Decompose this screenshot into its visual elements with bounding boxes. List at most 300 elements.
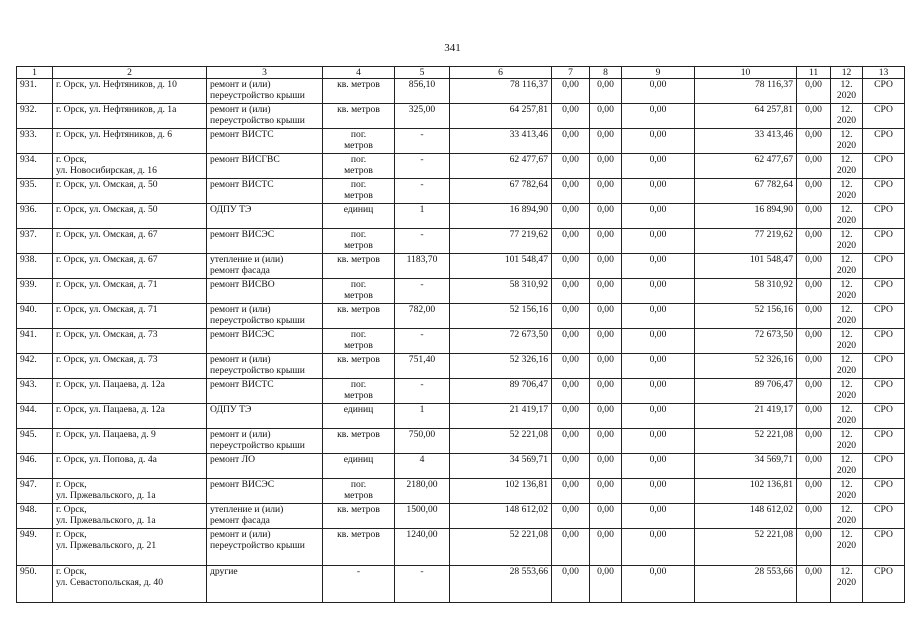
unit-cell <box>323 566 395 603</box>
month-cell-line: 2020 <box>836 265 857 276</box>
volume-cell: 750,00 <box>395 429 450 454</box>
col7-cell: 0,00 <box>552 479 590 504</box>
unit-cell <box>323 354 395 379</box>
month-cell-line: 2020 <box>836 440 857 451</box>
unit-cell-line: метров <box>344 490 373 501</box>
unit-cell-line: кв. метров <box>337 504 380 515</box>
month-cell-line: 12. <box>840 379 853 390</box>
unit-cell <box>323 104 395 129</box>
table-row <box>17 104 905 129</box>
col9-cell: 0,00 <box>622 229 695 254</box>
col11-cell: 0,00 <box>797 229 831 254</box>
month-cell-line: 2020 <box>836 490 857 501</box>
row-number: 948. <box>17 504 53 529</box>
col8-cell: 0,00 <box>590 79 622 104</box>
month-cell <box>831 454 863 479</box>
address-cell-line: г. Орск, <box>56 504 87 515</box>
address-cell-line: г. Орск, ул. Омская, д. 73 <box>56 354 158 365</box>
row-number: 943. <box>17 379 53 404</box>
unit-cell <box>323 429 395 454</box>
col8-cell: 0,00 <box>590 479 622 504</box>
col11-cell: 0,00 <box>797 154 831 179</box>
address-cell-line: ул. Новосибирская, д. 16 <box>56 165 157 176</box>
unit-cell <box>323 379 395 404</box>
total-cost-cell: 101 548,47 <box>450 254 552 279</box>
volume-cell: - <box>395 279 450 304</box>
col10-cell: 72 673,50 <box>695 329 797 354</box>
work-type-cell-line: ремонт фасада <box>210 515 270 526</box>
col9-cell: 0,00 <box>622 429 695 454</box>
address-cell <box>53 79 207 104</box>
row-number: 932. <box>17 104 53 129</box>
month-cell-line: 2020 <box>836 415 857 426</box>
col9-cell: 0,00 <box>622 379 695 404</box>
unit-cell-line: единиц <box>343 454 374 465</box>
col9-cell: 0,00 <box>622 254 695 279</box>
row-number: 934. <box>17 154 53 179</box>
month-cell-line: 12. <box>840 104 853 115</box>
col11-cell: 0,00 <box>797 279 831 304</box>
volume-cell: 1240,00 <box>395 529 450 566</box>
work-type-cell <box>207 566 323 603</box>
work-type-cell-line: ОДПУ ТЭ <box>210 404 252 415</box>
total-cost-cell: 16 894,90 <box>450 204 552 229</box>
column-number: 6 <box>450 67 552 79</box>
address-cell <box>53 504 207 529</box>
month-cell-line: 2020 <box>836 115 857 126</box>
col9-cell: 0,00 <box>622 354 695 379</box>
unit-cell <box>323 304 395 329</box>
address-cell <box>53 454 207 479</box>
month-cell-line: 2020 <box>836 165 857 176</box>
table-row <box>17 479 905 504</box>
table-row <box>17 229 905 254</box>
month-cell-line: 2020 <box>836 540 857 551</box>
col11-cell: 0,00 <box>797 479 831 504</box>
address-cell <box>53 529 207 566</box>
unit-cell-line: метров <box>344 390 373 401</box>
month-cell-line: 12. <box>840 429 853 440</box>
address-cell-line: г. Орск, <box>56 566 87 577</box>
table-row <box>17 129 905 154</box>
column-number: 3 <box>207 67 323 79</box>
table-row <box>17 566 905 603</box>
work-type-cell <box>207 454 323 479</box>
row-number: 935. <box>17 179 53 204</box>
month-cell <box>831 529 863 566</box>
month-cell-line: 2020 <box>836 390 857 401</box>
address-cell <box>53 429 207 454</box>
month-cell <box>831 379 863 404</box>
month-cell <box>831 304 863 329</box>
col8-cell: 0,00 <box>590 566 622 603</box>
col9-cell: 0,00 <box>622 154 695 179</box>
col7-cell: 0,00 <box>552 504 590 529</box>
method-cell: СРО <box>863 379 905 404</box>
col8-cell: 0,00 <box>590 454 622 479</box>
unit-cell <box>323 279 395 304</box>
col11-cell: 0,00 <box>797 104 831 129</box>
col8-cell: 0,00 <box>590 304 622 329</box>
row-number: 938. <box>17 254 53 279</box>
method-cell: СРО <box>863 179 905 204</box>
unit-cell-line: метров <box>344 165 373 176</box>
col8-cell: 0,00 <box>590 429 622 454</box>
volume-cell: - <box>395 154 450 179</box>
volume-cell: - <box>395 229 450 254</box>
unit-cell <box>323 79 395 104</box>
col7-cell: 0,00 <box>552 304 590 329</box>
method-cell: СРО <box>863 79 905 104</box>
month-cell-line: 12. <box>840 179 853 190</box>
address-cell-line: ул. Севастопольская, д. 40 <box>56 577 163 588</box>
method-cell: СРО <box>863 454 905 479</box>
repair-register-table <box>16 66 905 603</box>
month-cell <box>831 129 863 154</box>
col7-cell: 0,00 <box>552 179 590 204</box>
address-cell <box>53 179 207 204</box>
work-type-cell-line: ремонт и (или) <box>210 79 271 90</box>
work-type-cell <box>207 204 323 229</box>
column-number: 8 <box>590 67 622 79</box>
address-cell <box>53 379 207 404</box>
volume-cell: 4 <box>395 454 450 479</box>
unit-cell-line: кв. метров <box>337 254 380 265</box>
unit-cell-line: пог. <box>350 479 367 490</box>
volume-cell: - <box>395 179 450 204</box>
total-cost-cell: 62 477,67 <box>450 154 552 179</box>
volume-cell: 325,00 <box>395 104 450 129</box>
method-cell: СРО <box>863 329 905 354</box>
unit-cell <box>323 329 395 354</box>
work-type-cell-line: ремонт ВИСЭС <box>210 329 275 340</box>
row-number: 939. <box>17 279 53 304</box>
unit-cell-line: кв. метров <box>337 529 380 540</box>
col10-cell: 33 413,46 <box>695 129 797 154</box>
col10-cell: 102 136,81 <box>695 479 797 504</box>
work-type-cell <box>207 129 323 154</box>
col10-cell: 101 548,47 <box>695 254 797 279</box>
address-cell-line: г. Орск, ул. Омская, д. 71 <box>56 304 158 315</box>
month-cell <box>831 329 863 354</box>
col9-cell: 0,00 <box>622 566 695 603</box>
month-cell-line: 2020 <box>836 340 857 351</box>
work-type-cell <box>207 104 323 129</box>
unit-cell-line: единиц <box>343 204 374 215</box>
month-cell-line: 12. <box>840 454 853 465</box>
volume-cell: 782,00 <box>395 304 450 329</box>
work-type-cell-line: переустройство крыши <box>210 365 305 376</box>
unit-cell-line: кв. метров <box>337 429 380 440</box>
unit-cell-line: метров <box>344 290 373 301</box>
col10-cell: 64 257,81 <box>695 104 797 129</box>
column-number-row <box>17 67 905 79</box>
col7-cell: 0,00 <box>552 154 590 179</box>
total-cost-cell: 72 673,50 <box>450 329 552 354</box>
method-cell: СРО <box>863 566 905 603</box>
unit-cell-line: пог. <box>350 129 367 140</box>
address-cell-line: г. Орск, ул. Попова, д. 4а <box>56 454 157 465</box>
table-row <box>17 429 905 454</box>
col8-cell: 0,00 <box>590 229 622 254</box>
method-cell: СРО <box>863 229 905 254</box>
work-type-cell-line: ремонт ВИСЭС <box>210 229 275 240</box>
total-cost-cell: 78 116,37 <box>450 79 552 104</box>
address-cell-line: г. Орск, <box>56 154 87 165</box>
col11-cell: 0,00 <box>797 179 831 204</box>
work-type-cell-line: ремонт и (или) <box>210 104 271 115</box>
col9-cell: 0,00 <box>622 129 695 154</box>
table-row <box>17 254 905 279</box>
unit-cell <box>323 479 395 504</box>
col9-cell: 0,00 <box>622 504 695 529</box>
col10-cell: 28 553,66 <box>695 566 797 603</box>
address-cell-line: г. Орск, ул. Омская, д. 50 <box>56 204 158 215</box>
volume-cell: - <box>395 379 450 404</box>
column-number: 2 <box>53 67 207 79</box>
total-cost-cell: 102 136,81 <box>450 479 552 504</box>
method-cell: СРО <box>863 204 905 229</box>
col11-cell: 0,00 <box>797 254 831 279</box>
address-cell-line: г. Орск, ул. Пацаева, д. 12а <box>56 379 165 390</box>
work-type-cell <box>207 154 323 179</box>
address-cell-line: г. Орск, ул. Омская, д. 71 <box>56 279 158 290</box>
address-cell <box>53 404 207 429</box>
unit-cell-line: метров <box>344 340 373 351</box>
page-number: 341 <box>444 42 461 54</box>
total-cost-cell: 52 221,08 <box>450 429 552 454</box>
total-cost-cell: 77 219,62 <box>450 229 552 254</box>
address-cell-line: г. Орск, ул. Нефтяников, д. 6 <box>56 129 173 140</box>
col11-cell: 0,00 <box>797 454 831 479</box>
address-cell-line: г. Орск, ул. Омская, д. 50 <box>56 179 158 190</box>
address-cell-line: ул. Пржевальского, д. 1а <box>56 515 156 526</box>
work-type-cell <box>207 179 323 204</box>
col8-cell: 0,00 <box>590 504 622 529</box>
work-type-cell <box>207 404 323 429</box>
month-cell-line: 12. <box>840 204 853 215</box>
work-type-cell <box>207 79 323 104</box>
work-type-cell-line: другие <box>210 566 238 577</box>
column-number: 9 <box>622 67 695 79</box>
col10-cell: 58 310,92 <box>695 279 797 304</box>
volume-cell: - <box>395 129 450 154</box>
address-cell <box>53 229 207 254</box>
col11-cell: 0,00 <box>797 329 831 354</box>
column-number: 13 <box>863 67 905 79</box>
method-cell: СРО <box>863 529 905 566</box>
table-row <box>17 279 905 304</box>
col9-cell: 0,00 <box>622 79 695 104</box>
unit-cell <box>323 154 395 179</box>
unit-cell <box>323 129 395 154</box>
month-cell-line: 12. <box>840 279 853 290</box>
table-row <box>17 304 905 329</box>
col9-cell: 0,00 <box>622 479 695 504</box>
col8-cell: 0,00 <box>590 404 622 429</box>
address-cell-line: г. Орск, ул. Омская, д. 67 <box>56 229 158 240</box>
table-row <box>17 354 905 379</box>
month-cell-line: 2020 <box>836 240 857 251</box>
unit-cell <box>323 204 395 229</box>
col8-cell: 0,00 <box>590 379 622 404</box>
total-cost-cell: 89 706,47 <box>450 379 552 404</box>
row-number: 940. <box>17 304 53 329</box>
total-cost-cell: 21 419,17 <box>450 404 552 429</box>
col10-cell: 34 569,71 <box>695 454 797 479</box>
work-type-cell-line: переустройство крыши <box>210 315 305 326</box>
unit-cell <box>323 254 395 279</box>
month-cell-line: 2020 <box>836 515 857 526</box>
total-cost-cell: 28 553,66 <box>450 566 552 603</box>
col11-cell: 0,00 <box>797 304 831 329</box>
month-cell-line: 12. <box>840 79 853 90</box>
total-cost-cell: 34 569,71 <box>450 454 552 479</box>
table-body <box>17 67 905 603</box>
col9-cell: 0,00 <box>622 204 695 229</box>
method-cell: СРО <box>863 129 905 154</box>
row-number: 937. <box>17 229 53 254</box>
table-row <box>17 179 905 204</box>
month-cell <box>831 566 863 603</box>
work-type-cell <box>207 379 323 404</box>
unit-cell-line: метров <box>344 190 373 201</box>
month-cell-line: 2020 <box>836 90 857 101</box>
col9-cell: 0,00 <box>622 404 695 429</box>
month-cell <box>831 229 863 254</box>
unit-cell-line: пог. <box>350 379 367 390</box>
unit-cell-line: метров <box>344 140 373 151</box>
month-cell-line: 12. <box>840 129 853 140</box>
row-number: 931. <box>17 79 53 104</box>
month-cell-line: 12. <box>840 229 853 240</box>
column-number: 10 <box>695 67 797 79</box>
month-cell-line: 12. <box>840 304 853 315</box>
col10-cell: 52 156,16 <box>695 304 797 329</box>
month-cell <box>831 154 863 179</box>
method-cell: СРО <box>863 304 905 329</box>
month-cell <box>831 504 863 529</box>
col7-cell: 0,00 <box>552 104 590 129</box>
volume-cell: 1500,00 <box>395 504 450 529</box>
table-row <box>17 529 905 566</box>
col7-cell: 0,00 <box>552 429 590 454</box>
work-type-cell-line: ремонт ЛО <box>210 454 256 465</box>
month-cell-line: 2020 <box>836 290 857 301</box>
month-cell-line: 2020 <box>836 315 857 326</box>
col10-cell: 52 326,16 <box>695 354 797 379</box>
col11-cell: 0,00 <box>797 204 831 229</box>
col10-cell: 89 706,47 <box>695 379 797 404</box>
col11-cell: 0,00 <box>797 379 831 404</box>
address-cell-line: г. Орск, ул. Омская, д. 67 <box>56 254 158 265</box>
col9-cell: 0,00 <box>622 304 695 329</box>
row-number: 942. <box>17 354 53 379</box>
unit-cell-line: пог. <box>350 329 367 340</box>
col9-cell: 0,00 <box>622 329 695 354</box>
col7-cell: 0,00 <box>552 354 590 379</box>
work-type-cell-line: ремонт ВИСТС <box>210 179 274 190</box>
unit-cell-line: пог. <box>350 154 367 165</box>
work-type-cell <box>207 504 323 529</box>
work-type-cell <box>207 254 323 279</box>
col8-cell: 0,00 <box>590 154 622 179</box>
col7-cell: 0,00 <box>552 404 590 429</box>
address-cell-line: г. Орск, ул. Пацаева, д. 12а <box>56 404 165 415</box>
total-cost-cell: 58 310,92 <box>450 279 552 304</box>
col9-cell: 0,00 <box>622 529 695 566</box>
col9-cell: 0,00 <box>622 454 695 479</box>
row-number: 949. <box>17 529 53 566</box>
col8-cell: 0,00 <box>590 104 622 129</box>
col7-cell: 0,00 <box>552 229 590 254</box>
volume-cell: 1183,70 <box>395 254 450 279</box>
month-cell-line: 12. <box>840 566 853 577</box>
month-cell-line: 12. <box>840 404 853 415</box>
col11-cell: 0,00 <box>797 404 831 429</box>
address-cell <box>53 566 207 603</box>
method-cell: СРО <box>863 354 905 379</box>
month-cell <box>831 254 863 279</box>
col9-cell: 0,00 <box>622 279 695 304</box>
table-row <box>17 329 905 354</box>
month-cell <box>831 279 863 304</box>
method-cell: СРО <box>863 254 905 279</box>
table-row <box>17 154 905 179</box>
volume-cell: 2180,00 <box>395 479 450 504</box>
method-cell: СРО <box>863 154 905 179</box>
address-cell <box>53 204 207 229</box>
table-row <box>17 404 905 429</box>
volume-cell: 1 <box>395 404 450 429</box>
unit-cell-line: - <box>356 566 361 577</box>
month-cell-line: 2020 <box>836 140 857 151</box>
col8-cell: 0,00 <box>590 529 622 566</box>
month-cell-line: 12. <box>840 354 853 365</box>
month-cell <box>831 179 863 204</box>
address-cell <box>53 279 207 304</box>
address-cell <box>53 154 207 179</box>
month-cell <box>831 404 863 429</box>
table-row <box>17 79 905 104</box>
column-number: 1 <box>17 67 53 79</box>
row-number: 945. <box>17 429 53 454</box>
work-type-cell-line: ремонт ВИСТС <box>210 379 274 390</box>
work-type-cell-line: ремонт и (или) <box>210 304 271 315</box>
work-type-cell-line: утепление и (или) <box>210 504 284 515</box>
method-cell: СРО <box>863 429 905 454</box>
volume-cell: - <box>395 566 450 603</box>
total-cost-cell: 64 257,81 <box>450 104 552 129</box>
month-cell-line: 12. <box>840 529 853 540</box>
address-cell <box>53 129 207 154</box>
col7-cell: 0,00 <box>552 254 590 279</box>
col7-cell: 0,00 <box>552 129 590 154</box>
col10-cell: 78 116,37 <box>695 79 797 104</box>
col9-cell: 0,00 <box>622 104 695 129</box>
unit-cell <box>323 529 395 566</box>
table-row <box>17 504 905 529</box>
volume-cell: 751,40 <box>395 354 450 379</box>
unit-cell-line: кв. метров <box>337 354 380 365</box>
col10-cell: 148 612,02 <box>695 504 797 529</box>
work-type-cell <box>207 229 323 254</box>
method-cell: СРО <box>863 404 905 429</box>
address-cell-line: г. Орск, ул. Нефтяников, д. 10 <box>56 79 177 90</box>
unit-cell <box>323 179 395 204</box>
volume-cell: 856,10 <box>395 79 450 104</box>
month-cell <box>831 204 863 229</box>
